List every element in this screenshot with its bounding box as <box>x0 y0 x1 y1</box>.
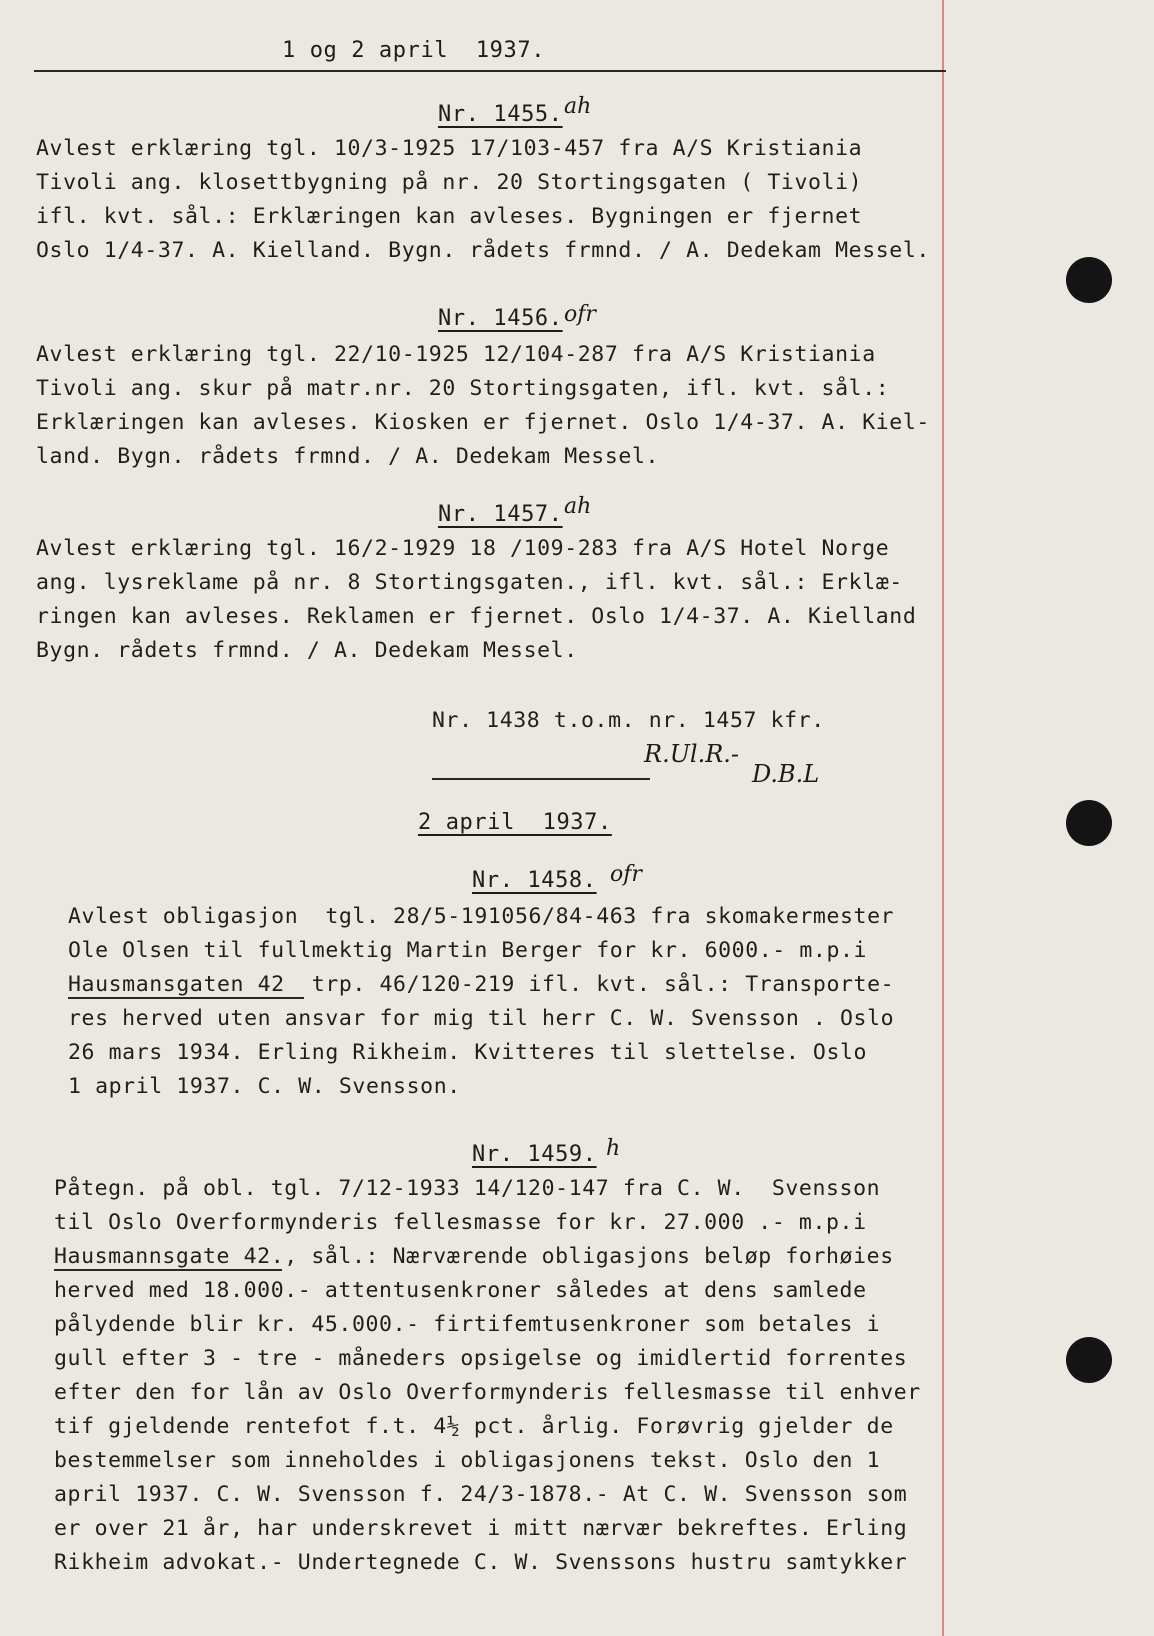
entry-number: Nr. 1457. <box>438 502 563 527</box>
punch-hole <box>1066 800 1112 846</box>
entry-line: til Oslo Overformynderis fellesmasse for kr. 27.000 .- m.p.i <box>54 1210 867 1235</box>
entry-line: ringen kan avleses. Reklamen er fjernet. Oslo 1/4-37. A. Kielland <box>36 604 917 629</box>
entry-line: 1 april 1937. C. W. Svensson. <box>68 1074 461 1099</box>
entry-line: pålydende blir kr. 45.000.- firtifemtusenkroner som betales i <box>54 1312 881 1337</box>
entry-line: Påtegn. på obl. tgl. 7/12-1933 14/120-147 fra C. W. Svensson <box>54 1176 881 1201</box>
entry-line: Hausmansgaten 42 trp. 46/120-219 ifl. kvt. sål.: Transporte- <box>68 972 895 997</box>
entry-line: ang. lysreklame på nr. 8 Stortingsgaten., ifl. kvt. sål.: Erklæ- <box>36 570 903 595</box>
entry-number: Nr. 1459. <box>472 1142 597 1167</box>
signature: D.B.L <box>752 760 820 788</box>
entry-number: Nr. 1458. <box>472 868 597 893</box>
entry-line: april 1937. C. W. Svensson f. 24/3-1878.- At C. W. Svensson som <box>54 1482 908 1507</box>
entry-number: Nr. 1456. <box>438 306 563 331</box>
entry-line: Rikheim advokat.- Undertegnede C. W. Svenssons hustru samtykker <box>54 1550 908 1575</box>
summary-line: Nr. 1438 t.o.m. nr. 1457 kfr. <box>432 708 825 733</box>
address-underline <box>54 1269 282 1271</box>
entry-line: er over 21 år, har underskrevet i mitt nærvær bekreftes. Erling <box>54 1516 908 1541</box>
entry-line: efter den for lån av Oslo Overformynderis fellesmasse til enhver <box>54 1380 921 1405</box>
margin-rule <box>942 0 944 1636</box>
entry-line: ifl. kvt. sål.: Erklæringen kan avleses. Bygningen er fjernet <box>36 204 863 229</box>
entry-line: res herved uten ansvar for mig til herr C. W. Svensson . Oslo <box>68 1006 895 1031</box>
entry-line: Oslo 1/4-37. A. Kielland. Bygn. rådets frmnd. / A. Dedekam Messel. <box>36 238 930 263</box>
entry-line: bestemmelser som inneholdes i obligasjonens tekst. Oslo den 1 <box>54 1448 881 1473</box>
clerk-initials: ofr <box>610 862 642 887</box>
entry-line: Ole Olsen til fullmektig Martin Berger for kr. 6000.- m.p.i <box>68 938 868 963</box>
separator-rule <box>432 778 650 780</box>
page-header: 1 og 2 april 1937. <box>282 38 546 63</box>
entry-line: Avlest erklæring tgl. 10/3-1925 17/103-457 fra A/S Kristiania <box>36 136 863 161</box>
entry-number: Nr. 1455. <box>438 102 563 127</box>
clerk-initials: ofr <box>564 302 596 327</box>
entry-line: land. Bygn. rådets frmnd. / A. Dedekam Messel. <box>36 444 660 469</box>
entry-line: Bygn. rådets frmnd. / A. Dedekam Messel. <box>36 638 578 663</box>
entry-line: herved med 18.000.- attentusenkroner således at dens samlede <box>54 1278 867 1303</box>
punch-hole <box>1066 257 1112 303</box>
header-rule <box>34 70 946 72</box>
entry-line: Tivoli ang. skur på matr.nr. 20 Stortingsgaten, ifl. kvt. sål.: <box>36 376 890 401</box>
entry-line: Avlest erklæring tgl. 22/10-1925 12/104-287 fra A/S Kristiania <box>36 342 876 367</box>
entry-line: 26 mars 1934. Erling Rikheim. Kvitteres til slettelse. Oslo <box>68 1040 868 1065</box>
clerk-initials: ah <box>564 94 592 119</box>
clerk-initials: ah <box>564 494 592 519</box>
entry-line: Avlest erklæring tgl. 16/2-1929 18 /109-283 fra A/S Hotel Norge <box>36 536 890 561</box>
date-heading: 2 april 1937. <box>418 810 612 835</box>
punch-hole <box>1066 1337 1112 1383</box>
entry-line: Tivoli ang. klosettbygning på nr. 20 Stortingsgaten ( Tivoli) <box>36 170 863 195</box>
clerk-initials: h <box>606 1136 621 1161</box>
entry-line: tif gjeldende rentefot f.t. 4½ pct. årlig. Forøvrig gjelder de <box>54 1414 894 1439</box>
address-underline <box>68 997 304 999</box>
entry-line: Hausmannsgate 42., sål.: Nærværende obligasjons beløp forhøies <box>54 1244 894 1269</box>
entry-line: gull efter 3 - tre - måneders opsigelse og imidlertid forrentes <box>54 1346 908 1371</box>
entry-line: Erklæringen kan avleses. Kiosken er fjernet. Oslo 1/4-37. A. Kiel- <box>36 410 930 435</box>
signature: R.Ul.R.- <box>644 740 740 768</box>
entry-line: Avlest obligasjon tgl. 28/5-191056/84-463 fra skomakermester <box>68 904 895 929</box>
